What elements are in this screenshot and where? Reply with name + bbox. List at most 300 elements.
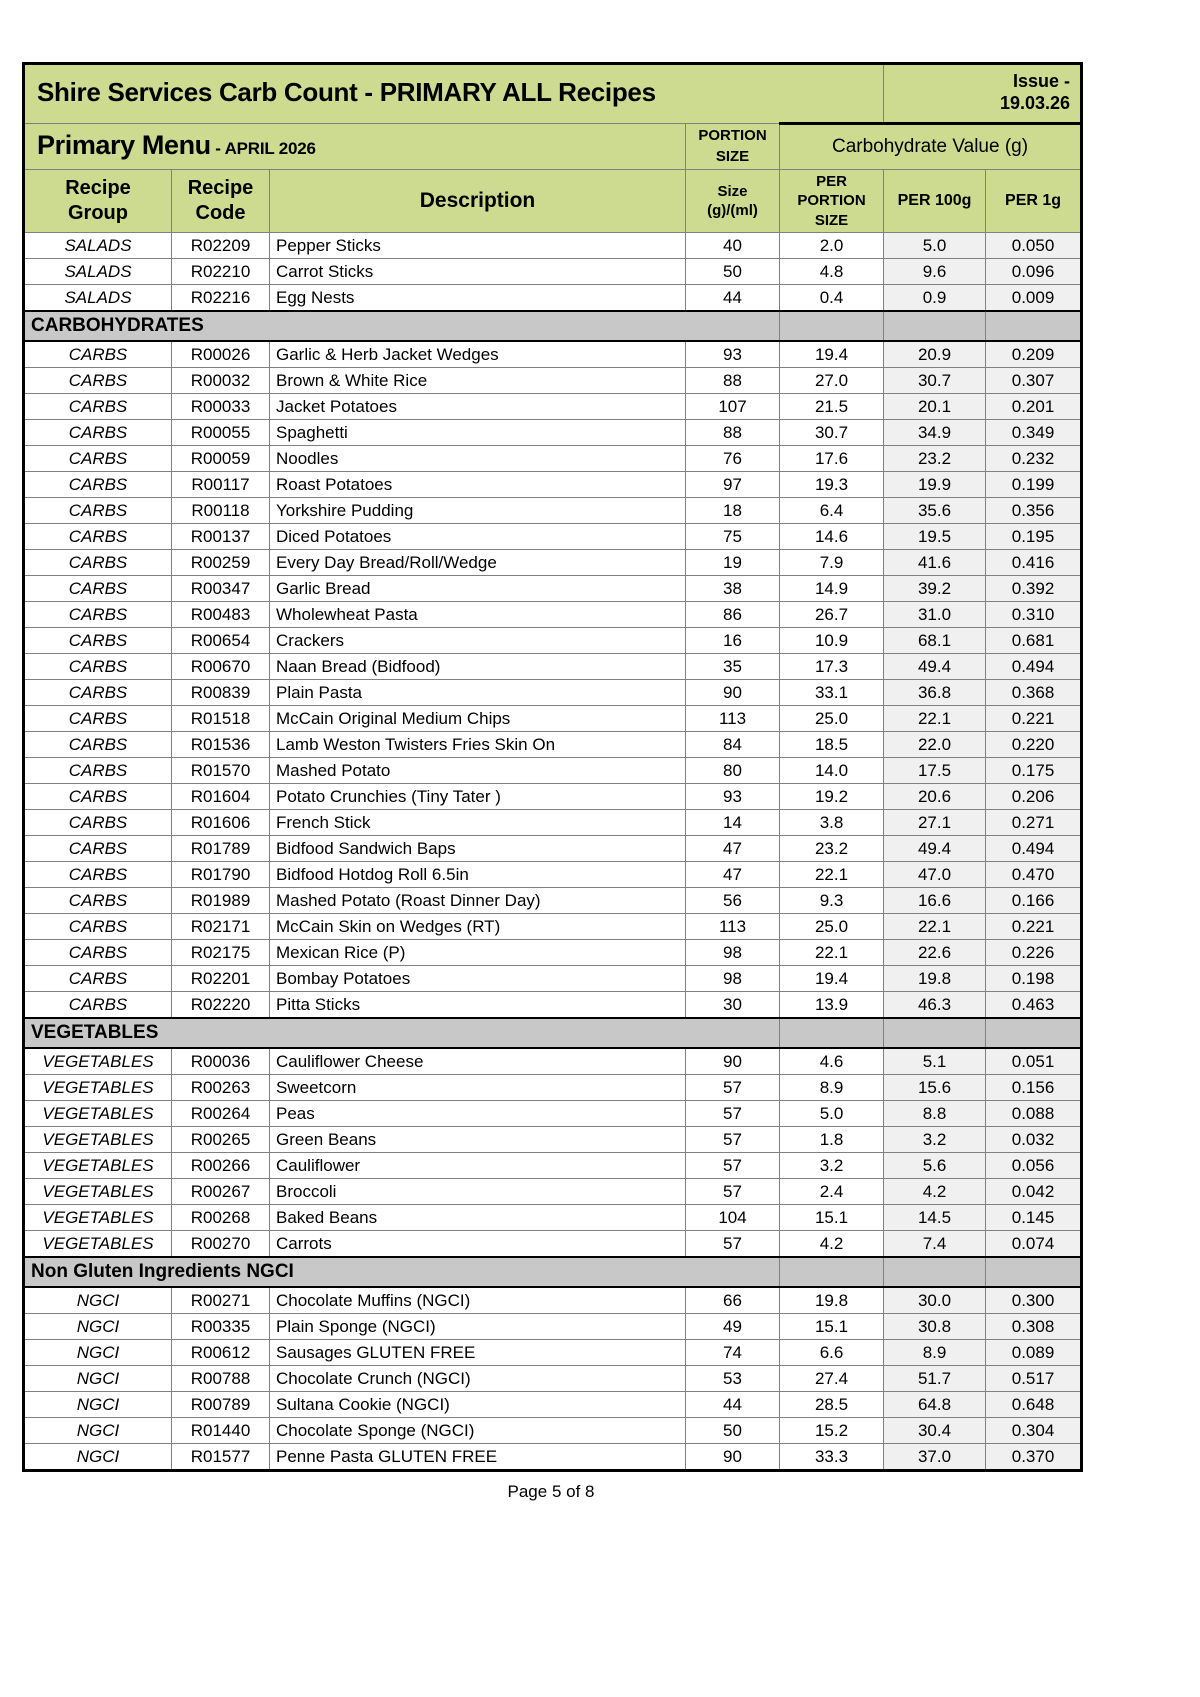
cell-recipe-group: CARBS	[24, 654, 172, 680]
cell-per-1g: 0.051	[986, 1048, 1082, 1075]
cell-per-portion-size: 17.6	[780, 446, 884, 472]
table-row	[24, 472, 1082, 498]
table-row	[24, 259, 1082, 285]
cell-recipe-code: R01518	[172, 706, 270, 732]
cell-per-portion-size: 18.5	[780, 732, 884, 758]
cell-recipe-group: CARBS	[24, 394, 172, 420]
cell-description: Sausages GLUTEN FREE	[270, 1340, 686, 1366]
cell-per-1g: 0.370	[986, 1444, 1082, 1471]
cell-size: 35	[686, 654, 780, 680]
cell-size: 47	[686, 836, 780, 862]
cell-per-portion-size: 27.4	[780, 1366, 884, 1392]
table-row	[24, 1392, 1082, 1418]
cell-description: McCain Skin on Wedges (RT)	[270, 914, 686, 940]
cell-per-portion-size: 28.5	[780, 1392, 884, 1418]
issue-date: 19.03.26	[999, 92, 1071, 113]
cell-per-100g: 39.2	[884, 576, 986, 602]
cell-per-100g: 47.0	[884, 862, 986, 888]
section-banner-row	[24, 311, 1082, 341]
cell-recipe-code: R00264	[172, 1101, 270, 1127]
col-size-line1: Size	[717, 182, 748, 200]
cell-description: Egg Nests	[270, 285, 686, 312]
table-row	[24, 1418, 1082, 1444]
cell-description: Crackers	[270, 628, 686, 654]
cell-per-1g: 0.074	[986, 1231, 1082, 1258]
table-row	[24, 1205, 1082, 1231]
table-row	[24, 888, 1082, 914]
cell-per-100g: 4.2	[884, 1179, 986, 1205]
cell-description: Plain Sponge (NGCI)	[270, 1314, 686, 1340]
cell-description: Broccoli	[270, 1179, 686, 1205]
cell-description: Bidfood Sandwich Baps	[270, 836, 686, 862]
cell-description: McCain Original Medium Chips	[270, 706, 686, 732]
cell-per-1g: 0.009	[986, 285, 1082, 312]
cell-per-portion-size: 19.8	[780, 1287, 884, 1314]
cell-recipe-code: R00788	[172, 1366, 270, 1392]
cell-per-1g: 0.470	[986, 862, 1082, 888]
portion-size-header-line2: SIZE	[715, 147, 750, 165]
cell-size: 57	[686, 1075, 780, 1101]
cell-per-100g: 30.8	[884, 1314, 986, 1340]
cell-size: 44	[686, 285, 780, 312]
cell-description: Green Beans	[270, 1127, 686, 1153]
table-row	[24, 1153, 1082, 1179]
cell-recipe-code: R00259	[172, 550, 270, 576]
cell-per-1g: 0.494	[986, 654, 1082, 680]
cell-per-100g: 41.6	[884, 550, 986, 576]
cell-per-100g: 22.1	[884, 914, 986, 940]
cell-per-portion-size: 14.0	[780, 758, 884, 784]
cell-size: 57	[686, 1101, 780, 1127]
cell-per-100g: 68.1	[884, 628, 986, 654]
cell-size: 90	[686, 1048, 780, 1075]
table-row	[24, 862, 1082, 888]
cell-recipe-code: R02175	[172, 940, 270, 966]
cell-recipe-code: R01536	[172, 732, 270, 758]
cell-recipe-group: VEGETABLES	[24, 1075, 172, 1101]
cell-recipe-code: R00118	[172, 498, 270, 524]
section-banner-filler	[986, 1018, 1082, 1048]
portion-size-header	[686, 124, 780, 170]
cell-recipe-code: R00026	[172, 341, 270, 368]
cell-size: 74	[686, 1340, 780, 1366]
table-row	[24, 914, 1082, 940]
col-recipe-code-line1: Recipe	[187, 177, 254, 200]
cell-recipe-group: CARBS	[24, 966, 172, 992]
cell-recipe-code: R00032	[172, 368, 270, 394]
cell-size: 49	[686, 1314, 780, 1340]
table-row	[24, 1340, 1082, 1366]
cell-size: 90	[686, 680, 780, 706]
cell-size: 40	[686, 233, 780, 259]
column-header-row	[24, 170, 1082, 233]
cell-recipe-group: NGCI	[24, 1392, 172, 1418]
cell-description: Plain Pasta	[270, 680, 686, 706]
cell-recipe-group: SALADS	[24, 259, 172, 285]
col-recipe-group-line2: Group	[68, 202, 128, 225]
section-banner-filler	[884, 1257, 986, 1287]
cell-size: 53	[686, 1366, 780, 1392]
cell-per-100g: 3.2	[884, 1127, 986, 1153]
cell-size: 14	[686, 810, 780, 836]
cell-size: 86	[686, 602, 780, 628]
cell-recipe-code: R00055	[172, 420, 270, 446]
cell-recipe-group: CARBS	[24, 940, 172, 966]
cell-per-portion-size: 7.9	[780, 550, 884, 576]
cell-size: 80	[686, 758, 780, 784]
table-row	[24, 420, 1082, 446]
cell-per-100g: 36.8	[884, 680, 986, 706]
cell-description: Cauliflower Cheese	[270, 1048, 686, 1075]
cell-recipe-code: R00335	[172, 1314, 270, 1340]
cell-per-1g: 0.416	[986, 550, 1082, 576]
cell-per-1g: 0.199	[986, 472, 1082, 498]
cell-size: 50	[686, 259, 780, 285]
cell-recipe-code: R02171	[172, 914, 270, 940]
cell-per-100g: 5.1	[884, 1048, 986, 1075]
cell-size: 76	[686, 446, 780, 472]
cell-per-portion-size: 33.1	[780, 680, 884, 706]
cell-recipe-code: R00263	[172, 1075, 270, 1101]
cell-per-1g: 0.517	[986, 1366, 1082, 1392]
menu-title-sub: - APRIL 2026	[215, 139, 316, 159]
cell-description: Garlic Bread	[270, 576, 686, 602]
cell-recipe-group: CARBS	[24, 341, 172, 368]
cell-per-1g: 0.032	[986, 1127, 1082, 1153]
table-row	[24, 498, 1082, 524]
cell-description: Sweetcorn	[270, 1075, 686, 1101]
section-banner-filler	[986, 311, 1082, 341]
cell-per-portion-size: 13.9	[780, 992, 884, 1019]
cell-recipe-group: VEGETABLES	[24, 1127, 172, 1153]
cell-recipe-code: R02201	[172, 966, 270, 992]
cell-recipe-group: CARBS	[24, 420, 172, 446]
cell-per-100g: 49.4	[884, 836, 986, 862]
cell-per-portion-size: 33.3	[780, 1444, 884, 1471]
cell-recipe-group: NGCI	[24, 1314, 172, 1340]
cell-description: Noodles	[270, 446, 686, 472]
cell-recipe-group: VEGETABLES	[24, 1179, 172, 1205]
cell-per-100g: 20.1	[884, 394, 986, 420]
cell-per-1g: 0.042	[986, 1179, 1082, 1205]
cell-recipe-code: R01570	[172, 758, 270, 784]
table-row	[24, 706, 1082, 732]
table-row	[24, 992, 1082, 1019]
cell-per-100g: 64.8	[884, 1392, 986, 1418]
cell-per-100g: 20.9	[884, 341, 986, 368]
cell-recipe-group: CARBS	[24, 914, 172, 940]
cell-recipe-group: CARBS	[24, 472, 172, 498]
cell-recipe-group: CARBS	[24, 524, 172, 550]
cell-per-1g: 0.209	[986, 341, 1082, 368]
table-row	[24, 446, 1082, 472]
cell-recipe-group: NGCI	[24, 1444, 172, 1471]
cell-per-1g: 0.220	[986, 732, 1082, 758]
cell-per-1g: 0.310	[986, 602, 1082, 628]
table-row	[24, 628, 1082, 654]
section-banner-label: VEGETABLES	[24, 1018, 780, 1048]
cell-per-1g: 0.392	[986, 576, 1082, 602]
cell-per-portion-size: 4.8	[780, 259, 884, 285]
cell-description: Roast Potatoes	[270, 472, 686, 498]
table-row	[24, 1127, 1082, 1153]
cell-size: 57	[686, 1127, 780, 1153]
cell-description: Pitta Sticks	[270, 992, 686, 1019]
cell-recipe-group: VEGETABLES	[24, 1205, 172, 1231]
cell-per-portion-size: 2.4	[780, 1179, 884, 1205]
cell-recipe-code: R01989	[172, 888, 270, 914]
section-banner-filler	[884, 311, 986, 341]
col-per-portion-line3: SIZE	[814, 211, 849, 229]
cell-per-1g: 0.681	[986, 628, 1082, 654]
page-title: Shire Services Carb Count - PRIMARY ALL Recipes	[24, 64, 884, 124]
table-row	[24, 680, 1082, 706]
col-description: Description	[270, 170, 686, 233]
cell-description: Diced Potatoes	[270, 524, 686, 550]
col-size	[686, 170, 780, 233]
cell-per-portion-size: 0.4	[780, 285, 884, 312]
cell-per-portion-size: 25.0	[780, 706, 884, 732]
cell-per-portion-size: 27.0	[780, 368, 884, 394]
col-recipe-code-line2: Code	[195, 202, 246, 225]
cell-description: Potato Crunchies (Tiny Tater )	[270, 784, 686, 810]
cell-per-portion-size: 10.9	[780, 628, 884, 654]
cell-recipe-group: CARBS	[24, 498, 172, 524]
cell-description: Carrot Sticks	[270, 259, 686, 285]
cell-recipe-code: R00483	[172, 602, 270, 628]
cell-size: 18	[686, 498, 780, 524]
cell-recipe-group: NGCI	[24, 1366, 172, 1392]
cell-per-portion-size: 23.2	[780, 836, 884, 862]
col-recipe-code	[172, 170, 270, 233]
cell-per-portion-size: 25.0	[780, 914, 884, 940]
table-row	[24, 654, 1082, 680]
cell-per-1g: 0.088	[986, 1101, 1082, 1127]
table-row	[24, 602, 1082, 628]
cell-per-portion-size: 30.7	[780, 420, 884, 446]
cell-description: Brown & White Rice	[270, 368, 686, 394]
cell-per-100g: 37.0	[884, 1444, 986, 1471]
cell-description: Lamb Weston Twisters Fries Skin On	[270, 732, 686, 758]
cell-description: Sultana Cookie (NGCI)	[270, 1392, 686, 1418]
cell-size: 16	[686, 628, 780, 654]
cell-per-portion-size: 6.6	[780, 1340, 884, 1366]
cell-description: Peas	[270, 1101, 686, 1127]
cell-per-1g: 0.201	[986, 394, 1082, 420]
cell-size: 47	[686, 862, 780, 888]
menu-title-main: Primary Menu	[37, 130, 211, 161]
cell-per-100g: 30.7	[884, 368, 986, 394]
cell-recipe-group: CARBS	[24, 680, 172, 706]
cell-per-portion-size: 26.7	[780, 602, 884, 628]
table-row	[24, 394, 1082, 420]
cell-recipe-group: VEGETABLES	[24, 1231, 172, 1258]
cell-recipe-group: CARBS	[24, 784, 172, 810]
col-recipe-group	[24, 170, 172, 233]
cell-per-100g: 34.9	[884, 420, 986, 446]
carbohydrate-value-header: Carbohydrate Value (g)	[780, 124, 1082, 170]
cell-per-100g: 17.5	[884, 758, 986, 784]
cell-recipe-group: NGCI	[24, 1287, 172, 1314]
cell-per-100g: 15.6	[884, 1075, 986, 1101]
cell-per-1g: 0.096	[986, 259, 1082, 285]
cell-per-portion-size: 19.4	[780, 966, 884, 992]
cell-size: 84	[686, 732, 780, 758]
cell-per-portion-size: 15.1	[780, 1205, 884, 1231]
title-band-row	[24, 64, 1082, 124]
cell-per-1g: 0.494	[986, 836, 1082, 862]
section-banner-filler	[780, 1018, 884, 1048]
cell-description: Jacket Potatoes	[270, 394, 686, 420]
cell-recipe-group: CARBS	[24, 888, 172, 914]
cell-per-portion-size: 5.0	[780, 1101, 884, 1127]
col-recipe-group-line1: Recipe	[65, 177, 131, 200]
table-row	[24, 966, 1082, 992]
cell-recipe-group: SALADS	[24, 285, 172, 312]
cell-per-100g: 8.8	[884, 1101, 986, 1127]
cell-description: Chocolate Muffins (NGCI)	[270, 1287, 686, 1314]
cell-per-portion-size: 9.3	[780, 888, 884, 914]
cell-size: 44	[686, 1392, 780, 1418]
cell-recipe-group: CARBS	[24, 368, 172, 394]
cell-per-1g: 0.195	[986, 524, 1082, 550]
cell-recipe-code: R02216	[172, 285, 270, 312]
cell-recipe-code: R00789	[172, 1392, 270, 1418]
cell-recipe-code: R01440	[172, 1418, 270, 1444]
cell-per-portion-size: 15.1	[780, 1314, 884, 1340]
cell-per-1g: 0.463	[986, 992, 1082, 1019]
table-row	[24, 341, 1082, 368]
section-banner-filler	[986, 1257, 1082, 1287]
col-per-portion-size	[780, 170, 884, 233]
cell-per-100g: 19.5	[884, 524, 986, 550]
cell-per-portion-size: 22.1	[780, 862, 884, 888]
cell-size: 90	[686, 1444, 780, 1471]
cell-per-portion-size: 3.2	[780, 1153, 884, 1179]
cell-per-100g: 8.9	[884, 1340, 986, 1366]
cell-description: Mashed Potato (Roast Dinner Day)	[270, 888, 686, 914]
cell-per-1g: 0.648	[986, 1392, 1082, 1418]
cell-recipe-code: R00267	[172, 1179, 270, 1205]
cell-per-portion-size: 17.3	[780, 654, 884, 680]
table-row	[24, 758, 1082, 784]
cell-per-100g: 22.6	[884, 940, 986, 966]
cell-recipe-code: R00839	[172, 680, 270, 706]
cell-size: 66	[686, 1287, 780, 1314]
cell-per-portion-size: 22.1	[780, 940, 884, 966]
cell-description: Yorkshire Pudding	[270, 498, 686, 524]
cell-size: 107	[686, 394, 780, 420]
cell-per-100g: 0.9	[884, 285, 986, 312]
cell-description: Penne Pasta GLUTEN FREE	[270, 1444, 686, 1471]
cell-per-1g: 0.221	[986, 914, 1082, 940]
cell-description: Garlic & Herb Jacket Wedges	[270, 341, 686, 368]
cell-recipe-group: VEGETABLES	[24, 1153, 172, 1179]
table-row	[24, 1048, 1082, 1075]
table-body	[24, 233, 1082, 1471]
cell-per-portion-size: 1.8	[780, 1127, 884, 1153]
cell-per-100g: 19.9	[884, 472, 986, 498]
table-row	[24, 1444, 1082, 1471]
section-banner-label: CARBOHYDRATES	[24, 311, 780, 341]
table-row	[24, 836, 1082, 862]
section-banner-row	[24, 1257, 1082, 1287]
cell-per-100g: 30.0	[884, 1287, 986, 1314]
cell-per-portion-size: 14.9	[780, 576, 884, 602]
cell-per-100g: 5.6	[884, 1153, 986, 1179]
issue-label: Issue -	[1013, 71, 1071, 91]
cell-per-100g: 16.6	[884, 888, 986, 914]
cell-recipe-code: R01789	[172, 836, 270, 862]
cell-recipe-code: R00033	[172, 394, 270, 420]
cell-per-portion-size: 19.4	[780, 341, 884, 368]
cell-per-portion-size: 8.9	[780, 1075, 884, 1101]
cell-recipe-group: CARBS	[24, 550, 172, 576]
cell-description: Wholewheat Pasta	[270, 602, 686, 628]
cell-description: Cauliflower	[270, 1153, 686, 1179]
cell-per-1g: 0.356	[986, 498, 1082, 524]
page-footer: Page 5 of 8	[507, 1482, 595, 1502]
issue-block	[884, 64, 1082, 124]
cell-per-100g: 19.8	[884, 966, 986, 992]
cell-description: Naan Bread (Bidfood)	[270, 654, 686, 680]
cell-description: Bidfood Hotdog Roll 6.5in	[270, 862, 686, 888]
cell-per-portion-size: 21.5	[780, 394, 884, 420]
cell-per-100g: 5.0	[884, 233, 986, 259]
cell-description: Mashed Potato	[270, 758, 686, 784]
cell-recipe-code: R00266	[172, 1153, 270, 1179]
menu-title	[24, 124, 686, 170]
cell-size: 75	[686, 524, 780, 550]
cell-per-1g: 0.308	[986, 1314, 1082, 1340]
cell-per-1g: 0.206	[986, 784, 1082, 810]
cell-size: 98	[686, 940, 780, 966]
cell-per-1g: 0.368	[986, 680, 1082, 706]
cell-size: 30	[686, 992, 780, 1019]
cell-recipe-code: R00059	[172, 446, 270, 472]
cell-per-portion-size: 4.6	[780, 1048, 884, 1075]
cell-recipe-group: NGCI	[24, 1340, 172, 1366]
cell-per-1g: 0.166	[986, 888, 1082, 914]
cell-recipe-group: CARBS	[24, 758, 172, 784]
cell-size: 50	[686, 1418, 780, 1444]
cell-per-100g: 31.0	[884, 602, 986, 628]
cell-size: 57	[686, 1179, 780, 1205]
cell-recipe-code: R00270	[172, 1231, 270, 1258]
cell-per-1g: 0.300	[986, 1287, 1082, 1314]
cell-recipe-group: VEGETABLES	[24, 1048, 172, 1075]
cell-description: Pepper Sticks	[270, 233, 686, 259]
table-row	[24, 1287, 1082, 1314]
cell-per-1g: 0.349	[986, 420, 1082, 446]
cell-per-portion-size: 6.4	[780, 498, 884, 524]
cell-per-portion-size: 2.0	[780, 233, 884, 259]
col-per-portion-line2: PORTION	[797, 192, 866, 210]
cell-recipe-code: R02210	[172, 259, 270, 285]
table-row	[24, 784, 1082, 810]
section-banner-row	[24, 1018, 1082, 1048]
section-banner-filler	[884, 1018, 986, 1048]
cell-recipe-group: CARBS	[24, 602, 172, 628]
cell-recipe-group: CARBS	[24, 810, 172, 836]
cell-size: 57	[686, 1231, 780, 1258]
cell-per-100g: 49.4	[884, 654, 986, 680]
cell-size: 19	[686, 550, 780, 576]
cell-description: Mexican Rice (P)	[270, 940, 686, 966]
cell-per-1g: 0.232	[986, 446, 1082, 472]
cell-description: Carrots	[270, 1231, 686, 1258]
cell-recipe-group: VEGETABLES	[24, 1101, 172, 1127]
